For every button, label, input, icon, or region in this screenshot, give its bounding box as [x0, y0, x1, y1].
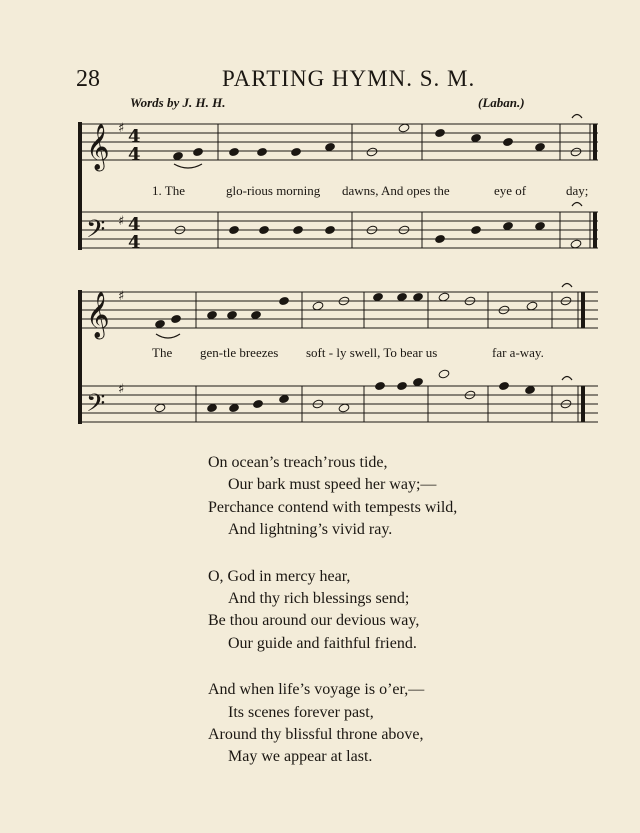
lyric-line-2-word: soft - ly swell, To bear us	[306, 345, 438, 360]
system-1-treble-staff	[82, 124, 598, 160]
lyric-line-2-word: far a-way.	[492, 345, 544, 360]
lyric-line-1-word: eye of	[494, 183, 527, 198]
stanza-4	[208, 679, 457, 769]
svg-text:4: 4	[128, 232, 141, 253]
stanza-2	[208, 452, 457, 542]
system-1-bass-staff	[82, 212, 598, 248]
lyric-line-1-word: day;	[566, 183, 589, 198]
lyric-line-2-word: gen-tle breezes	[200, 345, 279, 360]
bass-clef-icon: 𝄢	[86, 215, 106, 250]
system-1-bass-notes	[174, 221, 582, 249]
verse-line: And when life’s voyage is o’er,—	[208, 681, 425, 699]
time-signature	[128, 126, 141, 253]
words-by-credit: Words by J. H. H.	[130, 95, 226, 110]
fermata-icon	[562, 377, 572, 381]
verse-line: Perchance contend with tempests wild,	[208, 498, 458, 516]
svg-text:4: 4	[128, 214, 141, 235]
lyric-line-1-word: dawns, And opes the	[342, 183, 450, 198]
sharp-icon: ♯	[118, 214, 125, 229]
bass-clef-icon: 𝄢	[86, 389, 106, 424]
verse-line: On ocean’s treach’rous tide,	[208, 454, 388, 471]
lyric-line-1-word: glo-rious morning	[226, 183, 321, 198]
verse-line: And lightning’s vivid ray.	[228, 521, 393, 539]
fermata-icon	[562, 284, 572, 288]
fermata-icon	[572, 203, 582, 207]
sharp-icon: ♯	[118, 382, 125, 397]
verse-line: O, God in mercy hear,	[208, 567, 351, 585]
verse-line: May we appear at last.	[228, 748, 373, 766]
verse-line: Be thou around our devious way,	[208, 612, 420, 630]
verse-line: Around thy blissful throne above,	[208, 726, 424, 744]
system-2-bass-notes	[154, 369, 572, 413]
sharp-icon: ♯	[118, 121, 125, 136]
slur	[156, 334, 180, 338]
verse-line: And thy rich blessings send;	[228, 590, 410, 608]
verse-line: Its scenes forever past,	[228, 703, 374, 721]
fermata-icon	[572, 115, 582, 119]
lyric-line-1-word: 1. The	[152, 183, 185, 198]
sharp-icon: ♯	[118, 289, 125, 304]
svg-text:4: 4	[128, 126, 141, 147]
system-2-bass-staff	[82, 386, 598, 422]
svg-text:4: 4	[128, 144, 141, 165]
treble-clef-icon: 𝄞	[86, 292, 110, 338]
verse-line: Our bark must speed her way;—	[228, 476, 437, 494]
slur	[174, 164, 202, 168]
hymn-title: PARTING HYMN. S. M.	[222, 66, 476, 91]
stanza-3	[208, 566, 457, 656]
lyric-line-2-word: The	[152, 345, 173, 360]
tune-name: (Laban.)	[478, 95, 525, 110]
page-number: 28	[76, 66, 100, 92]
verse-line: Our guide and faithful friend.	[228, 634, 417, 652]
treble-clef-icon: 𝄞	[86, 124, 110, 170]
verses	[208, 452, 457, 793]
